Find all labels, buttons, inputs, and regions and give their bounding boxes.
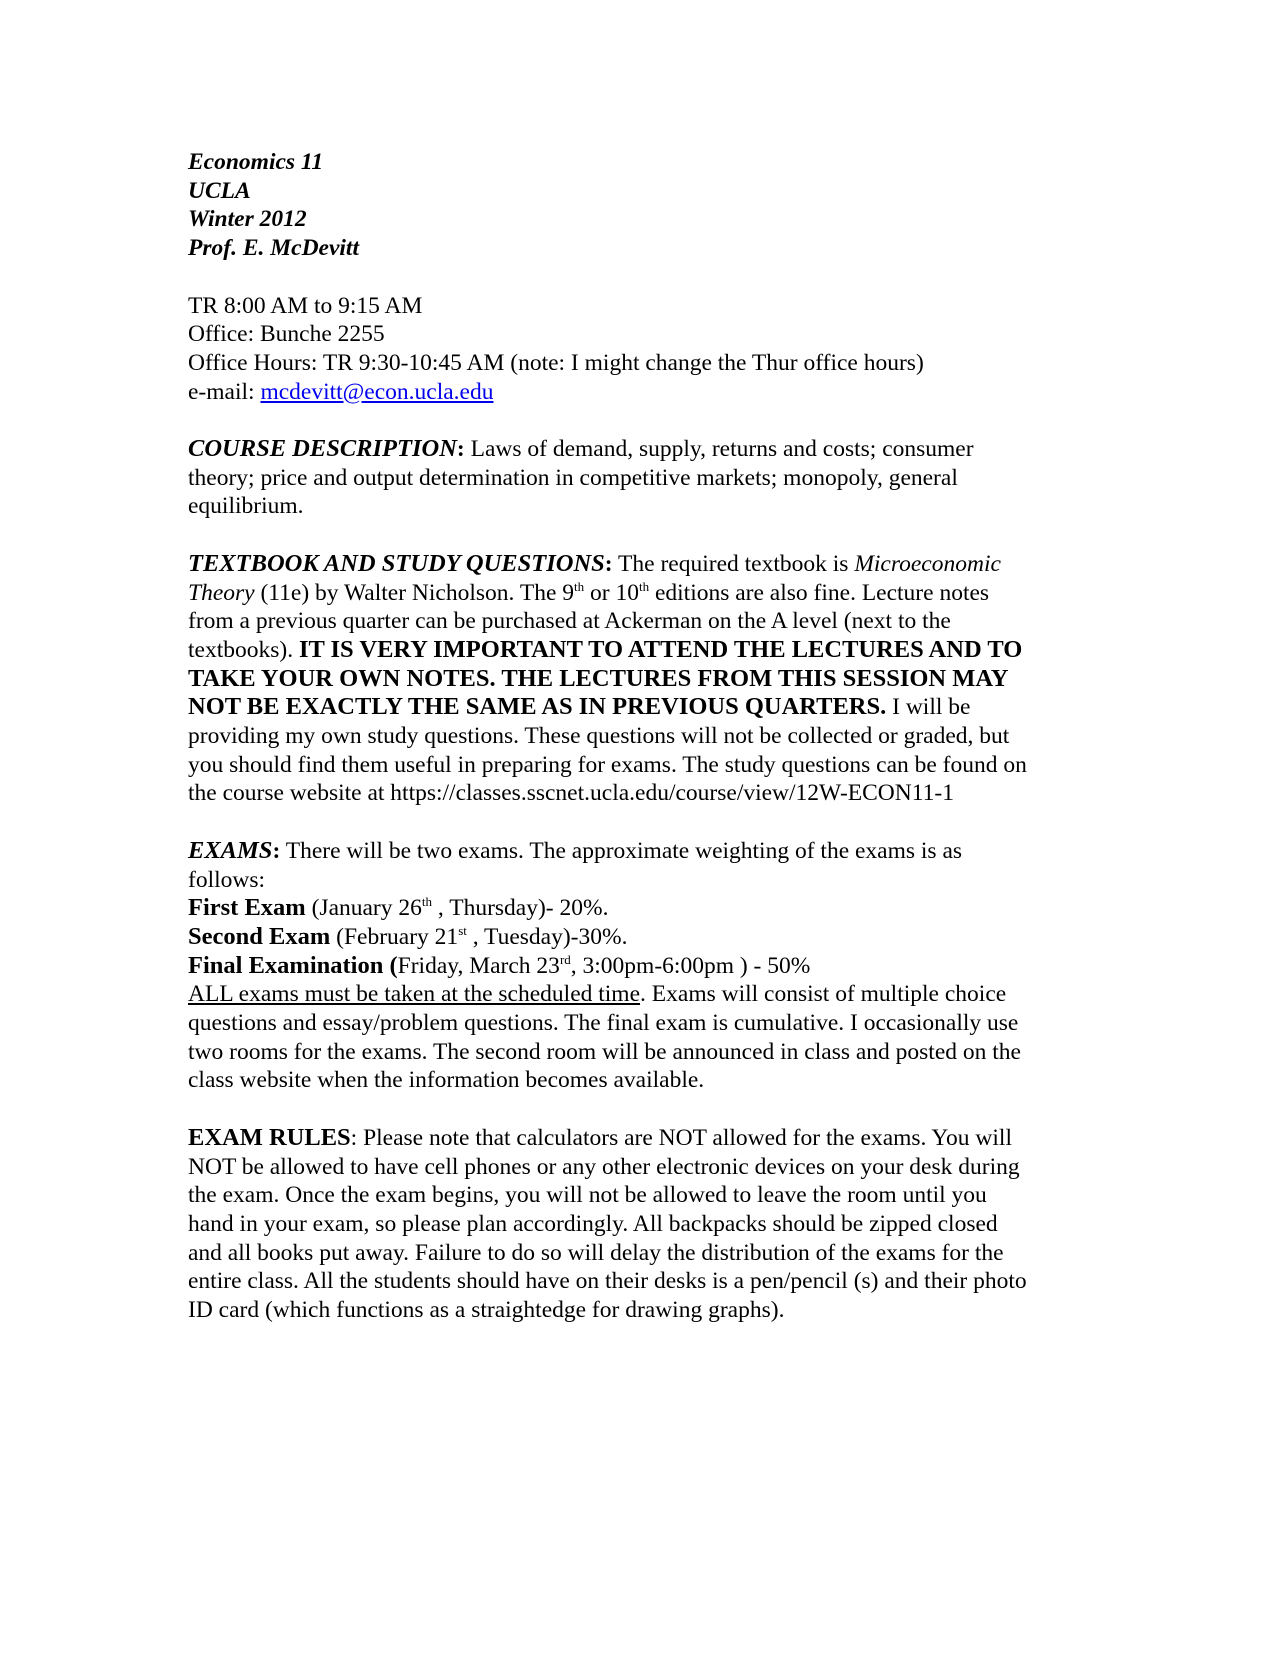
exam-rules-line-2: NOT be allowed to have cell phones or any other electronic devices on your desk during (188, 1153, 1020, 1180)
office-location: Office: Bunche 2255 (188, 321, 385, 348)
textbook-line-1: TEXTBOOK AND STUDY QUESTIONS: The required textbook is Microeconomic (188, 549, 1001, 577)
exam-rules-heading: EXAM RULES (188, 1123, 351, 1151)
scheduled-time-rule: ALL exams must be taken at the scheduled time (188, 981, 641, 1008)
course-description-section (188, 435, 1108, 521)
exams-line-2: follows: (188, 866, 266, 893)
exams-section (188, 837, 1108, 1095)
textbook-line-2: Theory (11e) by Walter Nicholson. The 9th or 10th editions are also fine. Lecture notes (188, 578, 990, 606)
exams-policy-line-4: class website when the information becomes available. (188, 1067, 705, 1094)
second-exam: Second Exam (February 21st , Tuesday)-30%. (188, 922, 628, 950)
course-header (188, 148, 1108, 263)
office-hours: Office Hours: TR 9:30-10:45 AM (note: I might change the Thur office hours) (188, 349, 924, 376)
textbook-title: Microeconomic (854, 550, 1001, 577)
textbook-line-7: providing my own study questions. These questions will not be collected or graded, but (188, 723, 1010, 750)
textbook-line-8: you should find them useful in preparing for exams. The study questions can be found on (188, 751, 1027, 778)
course-description-line-2: theory; price and output determination in competitive markets; monopoly, general (188, 464, 958, 491)
exam-rules-section (188, 1124, 1108, 1325)
textbook-line-9: the course website at https://classes.sscnet.ucla.edu/course/view/12W-ECON11-1 (188, 780, 954, 807)
textbook-line-6: NOT BE EXACTLY THE SAME AS IN PREVIOUS QUARTERS. I will be (188, 693, 971, 721)
class-schedule: TR 8:00 AM to 9:15 AM (188, 292, 423, 319)
logistics-block (188, 292, 1108, 407)
exam-rules-line-5: and all books put away. Failure to do so will delay the distribution of the exams for the (188, 1239, 1004, 1266)
textbook-line-5: TAKE YOUR OWN NOTES. THE LECTURES FROM THIS SESSION MAY (188, 664, 1009, 692)
course-description-heading: COURSE DESCRIPTION (188, 435, 457, 462)
exam-rules-line-4: hand in your exam, so please plan accordingly. All backpacks should be zipped closed (188, 1210, 998, 1237)
exams-line-1: EXAMS: There will be two exams. The approximate weighting of the exams is as (188, 836, 963, 864)
school-name: UCLA (188, 177, 251, 204)
textbook-section (188, 550, 1108, 808)
course-title: Economics 11 (188, 149, 324, 175)
exams-policy-line-3: two rooms for the exams. The second room will be announced in class and posted on the (188, 1038, 1021, 1065)
syllabus-content (188, 148, 1108, 1325)
instructor-name: Prof. E. McDevitt (188, 235, 359, 262)
email-label: e-mail: (188, 378, 261, 405)
exam-rules-line-1: EXAM RULES: Please note that calculators are NOT allowed for the exams. You will (188, 1123, 1012, 1151)
exam-rules-line-6: entire class. All the students should have on their desks is a pen/pencil (s) and their photo (188, 1268, 1027, 1295)
email-link[interactable]: mcdevitt@econ.ucla.edu (260, 378, 494, 405)
textbook-heading: TEXTBOOK AND STUDY QUESTIONS (188, 549, 605, 577)
exam-rules-line-7: ID card (which functions as a straightedge for drawing graphs). (188, 1297, 785, 1324)
course-description-line-3: equilibrium. (188, 493, 304, 520)
textbook-line-3: from a previous quarter can be purchased at Ackerman on the A level (next to the (188, 608, 951, 635)
textbook-line-4: textbooks). IT IS VERY IMPORTANT TO ATTEND THE LECTURES AND TO (188, 635, 1023, 663)
final-exam: Final Examination (Friday, March 23rd, 3:00pm-6:00pm ) - 50% (188, 951, 811, 979)
exam-rules-line-3: the exam. Once the exam begins, you will not be allowed to leave the room until you (188, 1182, 987, 1209)
attendance-warning: IT IS VERY IMPORTANT TO ATTEND THE LECTURES AND TO (298, 635, 1023, 663)
first-exam: First Exam (January 26th , Thursday)- 20%. (188, 894, 609, 922)
email-line (188, 378, 1108, 407)
exams-policy-line-1: ALL exams must be taken at the scheduled time. Exams will consist of multiple choice (188, 981, 1007, 1008)
exams-heading: EXAMS (188, 836, 273, 864)
term: Winter 2012 (188, 206, 307, 233)
exams-policy-line-2: questions and essay/problem questions. The final exam is cumulative. I occasionally use (188, 1010, 1019, 1037)
course-description-line-1: COURSE DESCRIPTION: Laws of demand, supply, returns and costs; consumer (188, 435, 974, 462)
